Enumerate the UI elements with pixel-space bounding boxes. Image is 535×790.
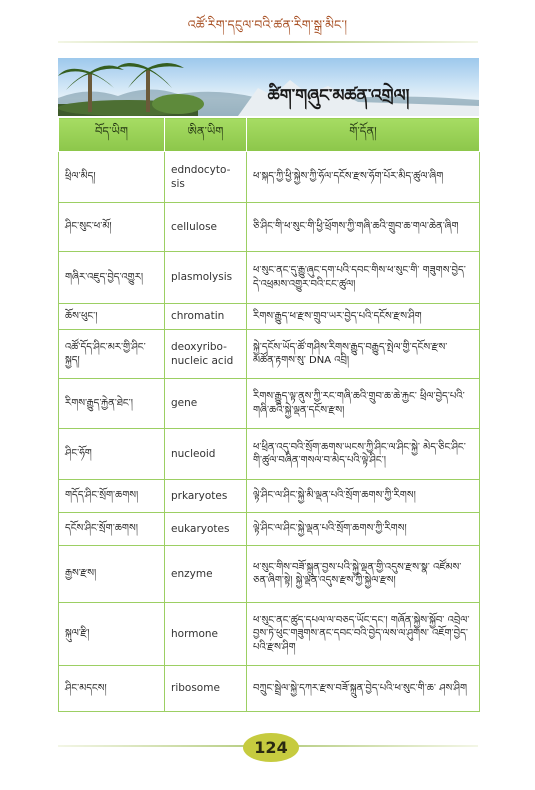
tibetan-term: རིགས་རྒྱུད་རྐྱེན་ཐེང་། xyxy=(59,379,165,429)
table-row xyxy=(59,513,480,546)
glossary-table xyxy=(58,117,480,712)
english-term: prkaryotes xyxy=(165,480,247,513)
english-term: hormone xyxy=(165,603,247,666)
definition: ལྟེ་ཤིང་ལ་ཤིང་སྐྱེ་མི་ལྡན་པའི་སྲོག་ཆགས་ཀྱི་རིགས། xyxy=(247,480,480,513)
table-row xyxy=(59,603,480,666)
tibetan-term: ཆོས་ཕུང་། xyxy=(59,304,165,330)
tibetan-term: གཞིར་འཇུད་བྱེད་འགྱུར། xyxy=(59,252,165,304)
tibetan-term: སྐུལ་རྫི། xyxy=(59,603,165,666)
banner xyxy=(58,58,479,116)
tibetan-term: དངོས་ཤིང་སྲོག་ཆགས། xyxy=(59,513,165,546)
table-header-row xyxy=(59,118,480,152)
english-term: edndocyto-sis xyxy=(165,152,247,203)
english-term: plasmolysis xyxy=(165,252,247,304)
definition: ཕ་ཕྲིན་འདུ་བའི་སྲོག་ཆགས་ཡངས་ཀྱི་ཤིང་ལ་ཤིང་སྐྱེ་ མེད་ཅིང་ཤིང་གི་ཚུལ་བཞིན་གསལ་བ་མེད་པའི་ལྟེ་ཤིང་། xyxy=(247,429,480,480)
table-row xyxy=(59,546,480,603)
english-term: nucleoid xyxy=(165,429,247,480)
table-row xyxy=(59,666,480,712)
table-row xyxy=(59,152,480,203)
tibetan-term: ཤིང་སུང་ཕ་མོ། xyxy=(59,203,165,252)
definition: ཕ་སུང་ནང་ཚུད་དཔལ་ལ་བཅད་ཡོང་དང་། གཞོན་སྐྱེས་སྐྱོབ་ འབྲེལ་བྱས་ཏེ་ཕུང་གཟུགས་ནང་དབང་བའི་བྱེད་ལས་ལ་ཤུགས་ འཇོག་བྱེད་པའི་རྫས་ཤིག xyxy=(247,603,480,666)
tibetan-term: འཚོ་དོད་ཤིང་མར་གྱི་ཤིང་སྐྱད། xyxy=(59,330,165,379)
table-row xyxy=(59,379,480,429)
table-row xyxy=(59,330,480,379)
english-term: deoxyribo-nucleic acid xyxy=(165,330,247,379)
english-term: eukaryotes xyxy=(165,513,247,546)
definition: སྐྱེ་དངོས་ཡོད་ཚོ་གཤིས་རིགས་རྒྱུད་བརྒྱུད་སྤེལ་གྱི་དངོས་རྫས་ མཚོན་རྟགས་སུ་ DNA འབྲི། xyxy=(247,330,480,379)
table-row xyxy=(59,252,480,304)
tibetan-term: ཤིང་ཧོག xyxy=(59,429,165,480)
tibetan-term: ཤིང་མདངས། xyxy=(59,666,165,712)
header-rule xyxy=(58,41,478,43)
table-row xyxy=(59,480,480,513)
definition: ཕ་སྐད་ཀྱི་ཕྱི་སྐྱེས་ཀྱི་ཧོལ་དངོས་རྫས་ཧོག་པོར་མིད་ཚུལ་ཞིག xyxy=(247,152,480,203)
table-row xyxy=(59,429,480,480)
column-header-definition: གོ་དོན། xyxy=(247,118,480,152)
english-term: cellulose xyxy=(165,203,247,252)
definition: ཕ་སུང་ནང་དུ་རྒྱུ་ཞུང་དག་པའི་དབང་གིས་ཕ་སུང་གི་ གཟུགས་བྱེད་དེ་འཕྲམས་འགྱུར་བའི་ངང་ཚུལ། xyxy=(247,252,480,304)
tibetan-term: ཕྲིལ་མིད། xyxy=(59,152,165,203)
definition: བཀྲུང་སྦྲེལ་སྐྱེ་དཀར་རྫས་བཟོ་སྐྲུན་བྱེད་པའི་ཕ་སུང་གི་ཆ་ ཤས་ཤིག xyxy=(247,666,480,712)
definition: ལྟེ་ཤིང་ལ་ཤིང་སྐྱེ་ལྡན་པའི་སྲོག་ཆགས་ཀྱི་རིགས། xyxy=(247,513,480,546)
page-number: 124 xyxy=(243,733,299,762)
english-term: gene xyxy=(165,379,247,429)
tibetan-term: གདོད་ཤིང་སྲོག་ཆགས། xyxy=(59,480,165,513)
english-term: enzyme xyxy=(165,546,247,603)
english-term: chromatin xyxy=(165,304,247,330)
column-header-english: ཨིན་ཡིག xyxy=(165,118,247,152)
table-row xyxy=(59,203,480,252)
running-head: འཚོ་རིག་དངུལ་བའི་ཚན་རིག་སྒྲ་མིང་། xyxy=(187,17,348,32)
tibetan-term: རྒྱས་རྫས། xyxy=(59,546,165,603)
banner-title: ཚིག་གཞུང་མཚན་འགྲེལ། xyxy=(267,86,410,106)
definition: ཕ་སུང་གིས་བཟོ་སྐྲུན་བྱས་པའི་སྐྱེ་ལྡན་གྱི་འདུས་རྫས་སྣ་ འཛོམས་ཅན་ཞིག་སྟེ། སྐྱེ་ལྡན་འདུས་རྫས་ཀྱི་སྐྱེལ་རྫས། xyxy=(247,546,480,603)
column-header-tibetan: བོད་ཡིག xyxy=(59,118,165,152)
english-term: ribosome xyxy=(165,666,247,712)
definition: རིགས་རྒྱུད་ལྟ་ནུས་ཀྱི་རང་གཞི་ཆའི་གྲུབ་ཆ་ཆེ་རྐྱང་ ཕྲིལ་བྱེད་པའི་གཞི་ཆའི་སྐྱེ་ལྡན་དངོས་རྫས། xyxy=(247,379,480,429)
definition: ཅི་ཤིང་གི་ཕ་སུང་གི་ཕྱི་ཕྲོགས་ཀྱི་གཞི་ཆའི་གྲུབ་ཆ་གལ་ཆེན་ཞིག xyxy=(247,203,480,252)
definition: རིགས་རྒྱུད་ཕ་རྫས་གྲུབ་ཡར་བྱེད་པའི་དངོས་རྫས་ཤིག xyxy=(247,304,480,330)
table-row xyxy=(59,304,480,330)
